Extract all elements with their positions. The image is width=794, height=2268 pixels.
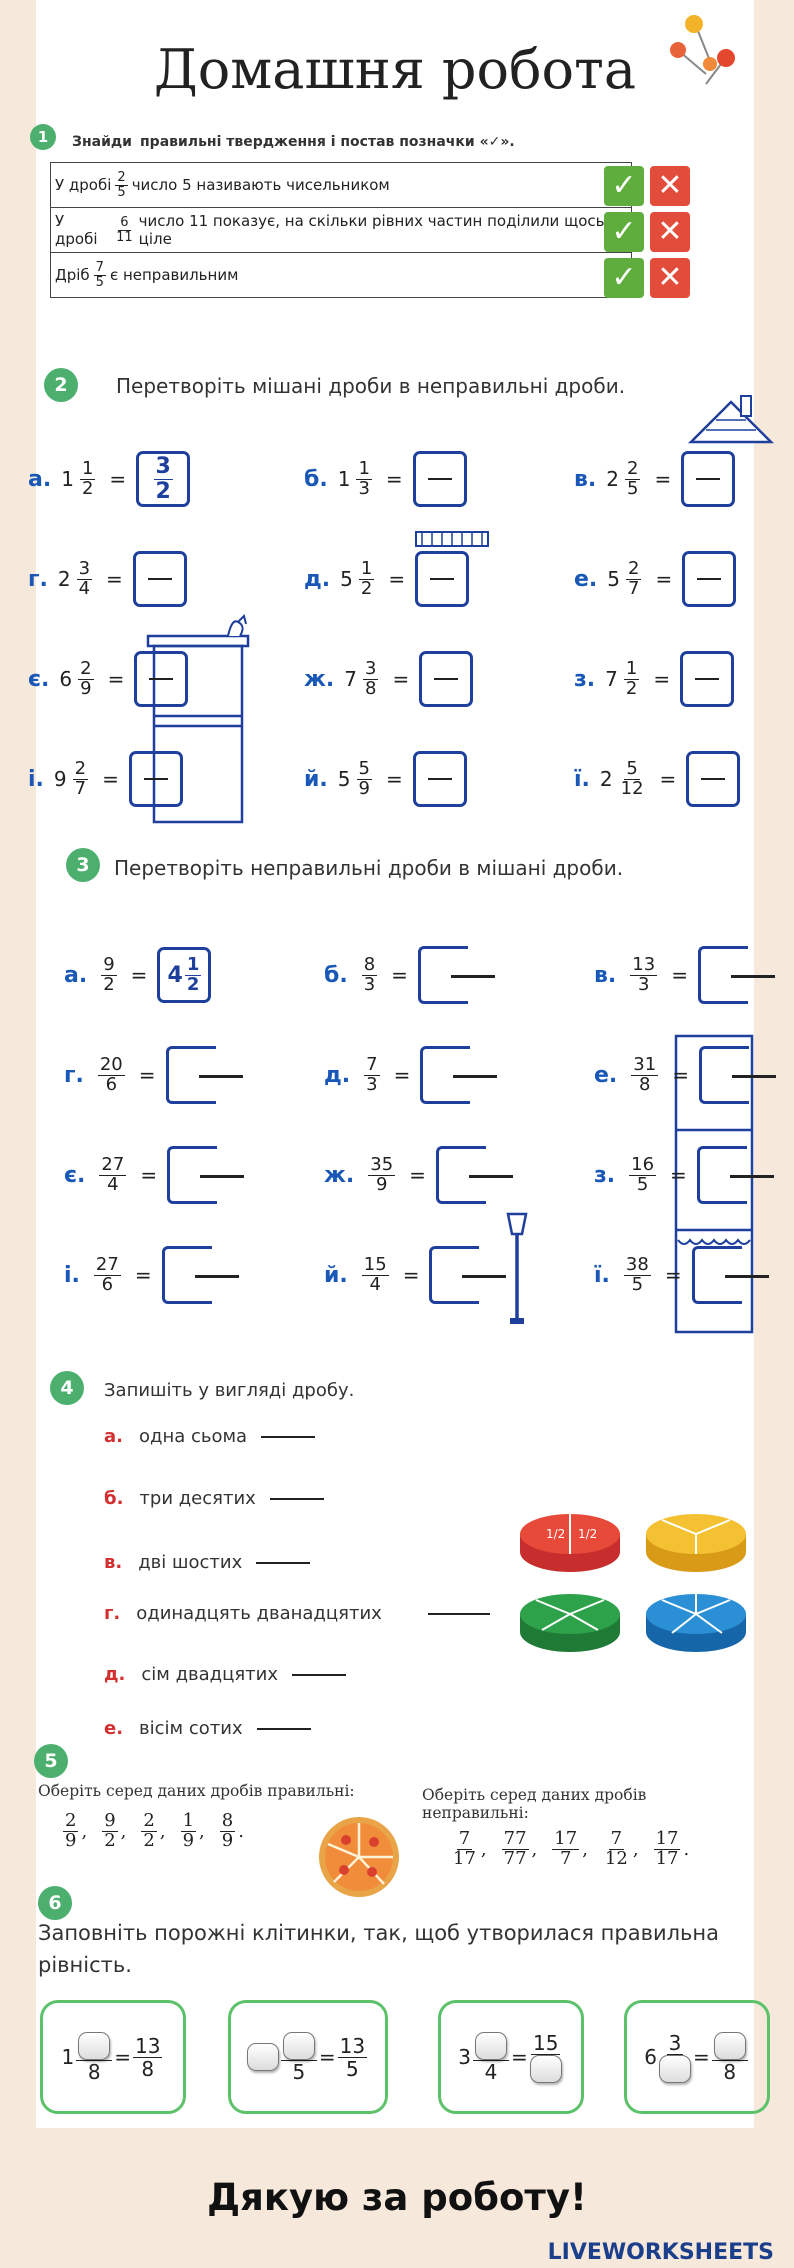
task3-item: е. $\frac{31}{8}$ = <box>594 1040 749 1110</box>
answer-box[interactable] <box>134 651 188 707</box>
cross-button[interactable]: ✕ <box>650 212 690 252</box>
fraction[interactable]: $\frac{8}{9}$ <box>221 1810 234 1851</box>
row-text: є неправильним <box>109 266 239 284</box>
task2-item: ї. 2 $\frac{5}{12}$ = <box>574 744 740 814</box>
answer-box[interactable]: 4 $\frac{1}{2}$ <box>157 947 211 1003</box>
task3-item: в. $\frac{13}{3}$ = <box>594 940 748 1010</box>
task5-right-fractions: $\frac{7}{17}$ , $\frac{77}{77}$ , $\frac{17}{7}$ , $\frac{7}{12}$ , $\frac{17}{17}$ . <box>453 1828 690 1869</box>
answer-line[interactable] <box>256 1562 310 1564</box>
task1-row <box>50 162 632 207</box>
fraction[interactable]: $\frac{7}{17}$ <box>453 1828 476 1869</box>
liveworksheets-logo[interactable]: LIVEWORKSHEETS <box>547 2240 774 2265</box>
blank-cell[interactable] <box>714 2032 746 2060</box>
answer-box[interactable] <box>680 651 734 707</box>
pie-half-label: 1/2 <box>578 1527 598 1541</box>
task2-number: 2 <box>44 368 78 402</box>
check-button[interactable]: ✓ <box>604 166 644 206</box>
task4-item: в. дві шостих <box>104 1552 310 1573</box>
task4-number: 4 <box>50 1371 84 1405</box>
answer-box[interactable] <box>419 651 473 707</box>
task2-item: б. 1 $\frac{1}{3}$ = <box>304 444 467 514</box>
answer-box[interactable] <box>162 1246 212 1304</box>
cross-button[interactable]: ✕ <box>650 258 690 298</box>
task1-number: 1 <box>30 124 56 150</box>
task4-instruction: Запишіть у вигляді дробу. <box>104 1380 355 1401</box>
task1-instruction-b: правильні твердження і постав позначки «✓». <box>140 134 515 150</box>
task3-item: б. $\frac{8}{3}$ = <box>324 940 468 1010</box>
task5-right-instruction: Оберіть серед даних дробів неправильні: <box>422 1786 647 1822</box>
answer-box[interactable] <box>681 451 735 507</box>
check-button[interactable]: ✓ <box>604 212 644 252</box>
task4-item: г. одинадцять дванадцятих <box>104 1603 490 1624</box>
answer-box[interactable] <box>418 946 468 1004</box>
worksheet <box>28 0 754 2128</box>
task3-item: і. $\frac{27}{6}$ = <box>64 1240 212 1310</box>
task3-item: а. $\frac{9}{2}$ = 4 $\frac{1}{2}$ <box>64 940 211 1010</box>
answer-box[interactable] <box>413 451 467 507</box>
task2-item: з. 7 $\frac{1}{2}$ = <box>574 644 734 714</box>
task2-item: ж. 7 $\frac{3}{8}$ = <box>304 644 473 714</box>
thank-you-text: Дякую за роботу! <box>207 2176 587 2219</box>
answer-box[interactable] <box>166 1046 216 1104</box>
task2-item: в. 2 $\frac{2}{5}$ = <box>574 444 735 514</box>
answer-line[interactable] <box>257 1728 311 1730</box>
fraction[interactable]: $\frac{17}{17}$ <box>655 1828 679 1869</box>
task2-instruction: Перетворіть мішані дроби в неправильні дроби. <box>116 374 626 398</box>
equation-box: 5 = $\frac{13}{5}$ <box>228 2000 388 2114</box>
blank-cell[interactable] <box>78 2032 110 2060</box>
answer-box[interactable] <box>697 1146 747 1204</box>
pie-half-label: 1/2 <box>546 1527 566 1541</box>
answer-box[interactable]: $\frac{3}{2}$ <box>136 451 190 507</box>
blank-cell[interactable] <box>475 2032 507 2060</box>
blank-cell[interactable] <box>659 2055 691 2083</box>
equation-box: 6 3 = 8 <box>624 2000 770 2114</box>
task2-item: є. 6 $\frac{2}{9}$ = <box>28 644 188 714</box>
answer-box[interactable] <box>167 1146 217 1204</box>
row-prefix: У дробі <box>55 212 98 248</box>
blank-cell[interactable] <box>247 2043 279 2071</box>
page-title: Домашня робота <box>153 38 637 101</box>
answer-box[interactable] <box>413 751 467 807</box>
answer-box[interactable] <box>133 551 187 607</box>
answer-box[interactable] <box>698 946 748 1004</box>
cross-button[interactable]: ✕ <box>650 166 690 206</box>
task4-item: а. одна сьома <box>104 1426 315 1447</box>
blank-cell[interactable] <box>283 2032 315 2060</box>
answer-box[interactable] <box>686 751 740 807</box>
fraction-pies-image <box>512 1494 752 1674</box>
answer-box[interactable] <box>436 1146 486 1204</box>
task2-item: е. 5 $\frac{2}{7}$ = <box>574 544 736 614</box>
answer-box[interactable] <box>429 1246 479 1304</box>
row-prefix: Дріб <box>55 266 90 284</box>
task3-instruction: Перетворіть неправильні дроби в мішані дроби. <box>114 856 624 880</box>
task3-item: й. $\frac{15}{4}$ = <box>324 1240 479 1310</box>
row-prefix: У дробі <box>55 176 112 194</box>
task2-item: г. 2 $\frac{3}{4}$ = <box>28 544 187 614</box>
task1-row <box>50 207 632 252</box>
fraction[interactable]: $\frac{2}{2}$ <box>143 1810 155 1851</box>
fraction[interactable]: $\frac{7}{12}$ <box>604 1828 628 1869</box>
answer-box[interactable] <box>699 1046 749 1104</box>
task6-number: 6 <box>38 1886 72 1920</box>
equation-box: 3 4 = 15 <box>438 2000 584 2114</box>
answer-line[interactable] <box>292 1674 346 1676</box>
answer-box[interactable] <box>682 551 736 607</box>
task3-item: є. $\frac{27}{4}$ = <box>64 1140 217 1210</box>
task6-instruction: Заповніть порожні клітинки, так, щоб утворилася правильна рівність. <box>38 1921 720 1977</box>
task2-item: й. 5 $\frac{5}{9}$ = <box>304 744 467 814</box>
answer-box[interactable] <box>420 1046 470 1104</box>
task3-item: з. $\frac{16}{5}$ = <box>594 1140 747 1210</box>
fraction[interactable]: $\frac{77}{77}$ <box>503 1828 527 1869</box>
task2-item: д. 5 $\frac{1}{2}$ = <box>304 544 469 614</box>
fraction[interactable]: $\frac{1}{9}$ <box>182 1810 195 1851</box>
task4-item: б. три десятих <box>104 1488 324 1509</box>
task5-number: 5 <box>34 1744 68 1778</box>
task3-item: д. $\frac{7}{3}$ = <box>324 1040 470 1110</box>
answer-line[interactable] <box>428 1613 490 1615</box>
fraction[interactable]: $\frac{2}{9}$ <box>65 1810 77 1851</box>
task1-instruction-a: Знайди <box>72 134 132 150</box>
task2-item: і. 9 $\frac{2}{7}$ = <box>28 744 183 814</box>
blank-cell[interactable] <box>530 2055 562 2083</box>
task3-item: ї. $\frac{38}{5}$ = <box>594 1240 742 1310</box>
row-text: число 11 показує, на скільки рівних частин поділили щось ціле <box>138 212 605 248</box>
equation-box: 1 8 = $\frac{13}{8}$ <box>40 2000 186 2114</box>
fraction: $\frac{2}{5}$ <box>117 169 126 200</box>
answer-box[interactable] <box>415 551 469 607</box>
answer-box[interactable] <box>692 1246 742 1304</box>
fraction: $\frac{6}{11}$ <box>116 214 133 245</box>
task4-item: е. вісім сотих <box>104 1718 311 1739</box>
task3-number: 3 <box>66 848 100 882</box>
row-text: число 5 називають чисельником <box>131 176 390 194</box>
fraction[interactable]: $\frac{17}{7}$ <box>554 1828 578 1869</box>
task5-left-fractions: $\frac{2}{9}$ , $\frac{9}{2}$ , $\frac{2}{2}$ , $\frac{1}{9}$ , $\frac{8}{9}$ . <box>65 1810 244 1851</box>
task5-left-instruction: Оберіть серед даних дробів правильні: <box>38 1782 355 1800</box>
task1-row <box>50 252 632 298</box>
fraction[interactable]: $\frac{9}{2}$ <box>104 1810 116 1851</box>
task3-item: ж. $\frac{35}{9}$ = <box>324 1140 486 1210</box>
task4-item: д. сім двадцятих <box>104 1664 346 1685</box>
answer-line[interactable] <box>261 1436 315 1438</box>
task2-item: а. 1 $\frac{1}{2}$ = $\frac{3}{2}$ <box>28 444 190 514</box>
answer-box[interactable] <box>129 751 183 807</box>
street-lamp-icon <box>492 1208 542 1328</box>
push-pins-icon <box>666 6 746 96</box>
task3-item: г. $\frac{20}{6}$ = <box>64 1040 216 1110</box>
pizza-image <box>314 1812 404 1902</box>
answer-line[interactable] <box>270 1498 324 1500</box>
check-button[interactable]: ✓ <box>604 258 644 298</box>
fraction: $\frac{7}{5}$ <box>95 259 104 290</box>
